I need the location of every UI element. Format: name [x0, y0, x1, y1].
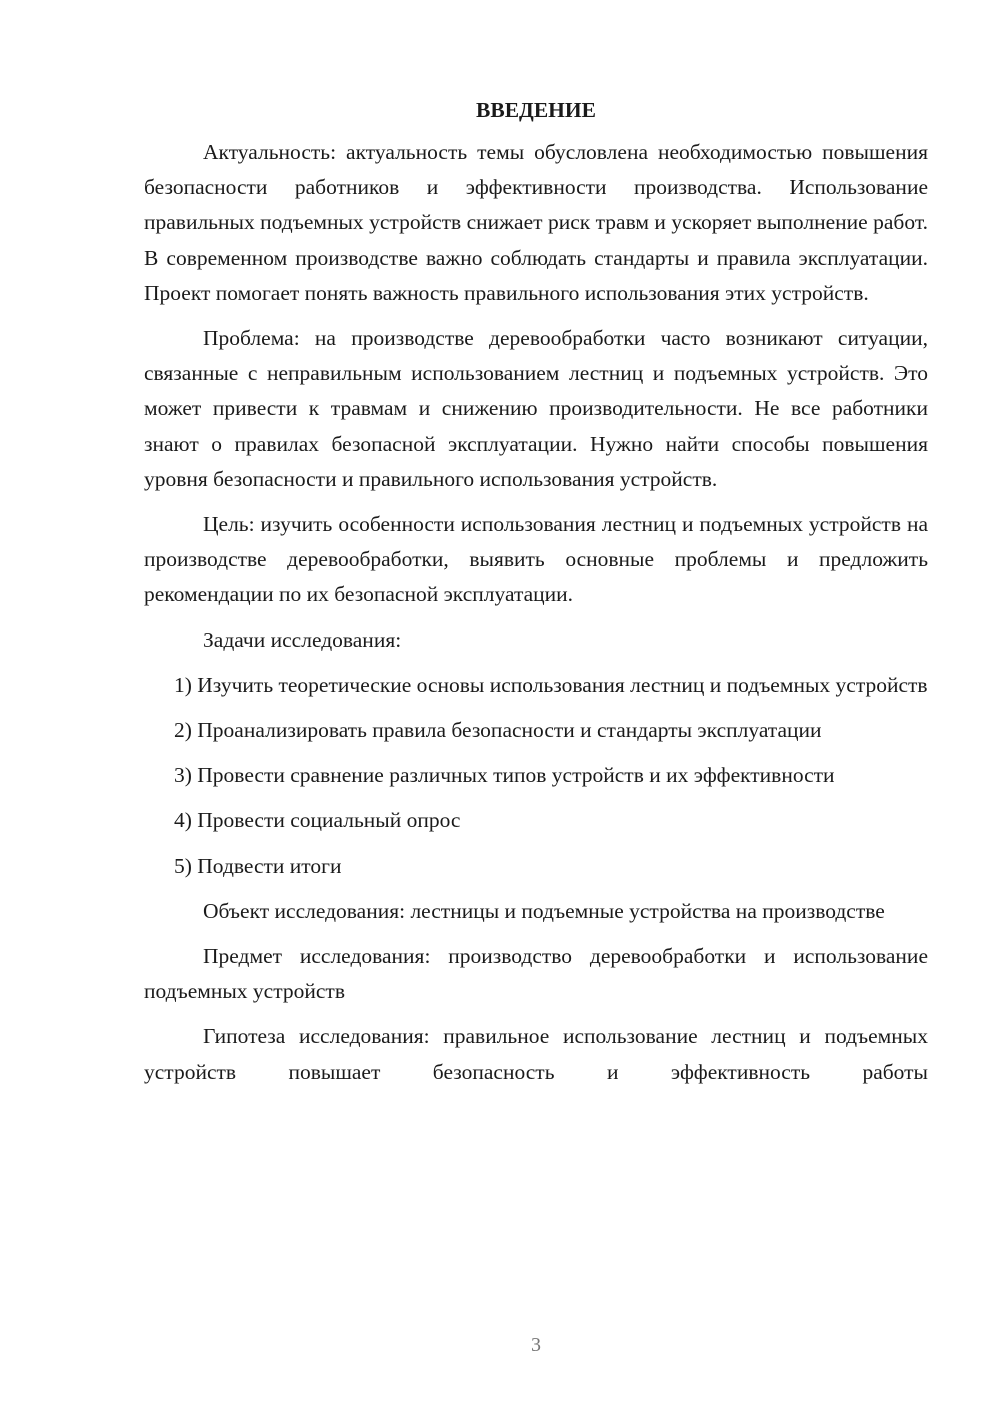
task-item-3: 3) Провести сравнение различных типов устройств и их эффективности — [174, 763, 835, 788]
task-item-4: 4) Провести социальный опрос — [174, 808, 461, 833]
page-number: 3 — [531, 1334, 541, 1356]
relevance-paragraph: Актуальность: актуальность темы обусловлена необходимостью повышения безопасности работников и эффективности производства. Использование правильных подъемных устройств снижает риск травм и ускоряет выполнение работ. В современном производстве важно соблюдать стандарты и правила эксплуатации. Проект помогает понять важность правильного использования этих устройств. — [144, 140, 928, 305]
page-body — [144, 90, 928, 1100]
problem-paragraph: Проблема: на производстве деревообработки часто возникают ситуации, связанные с неправильным использованием лестниц и подъемных устройств. Это может привести к травмам и снижению производительности. Не все работники знают о правилах безопасной эксплуатации. Нужно найти способы повышения уровня безопасности и правильного использования устройств. — [144, 326, 928, 491]
task-item-5: 5) Подвести итоги — [174, 853, 342, 878]
task-item-2: 2) Проанализировать правила безопасности и стандарты эксплуатации — [174, 718, 822, 743]
task-item-1: 1) Изучить теоретические основы использования лестниц и подъемных устройств — [174, 672, 928, 697]
subject-paragraph: Предмет исследования: производство деревообработки и использование подъемных устройств — [144, 944, 928, 1004]
hypothesis-paragraph: Гипотеза исследования: правильное использование лестниц и подъемных устройств повышает безопасность и эффективность работы — [144, 1024, 928, 1084]
object-paragraph: Объект исследования: лестницы и подъемные устройства на производстве — [203, 898, 885, 923]
tasks-heading: Задачи исследования: — [203, 627, 402, 652]
goal-paragraph: Цель: изучить особенности использования лестниц и подъемных устройств на производстве деревообработки, выявить основные проблемы и предложить рекомендации по их безопасной эксплуатации. — [144, 512, 928, 607]
page-title: ВВЕДЕНИЕ — [476, 98, 596, 122]
